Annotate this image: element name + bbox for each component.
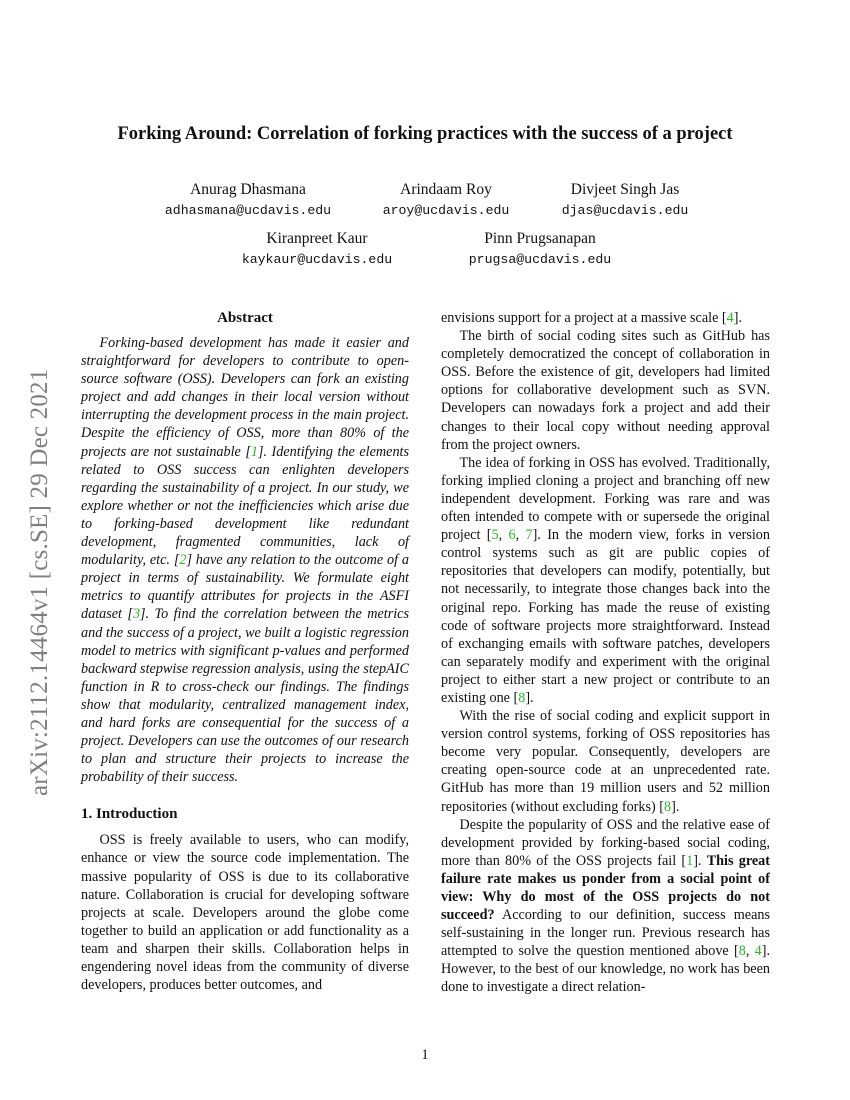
- citation-link[interactable]: 4: [726, 310, 734, 326]
- body-paragraph: [441, 707, 770, 816]
- author-name: Anurag Dhasmana: [190, 181, 306, 198]
- text-fragment: ]. However, to the best of our knowledge, no work has been done to investigate a direct relation-: [441, 943, 771, 996]
- abstract-heading: Abstract: [217, 310, 273, 326]
- citation-link[interactable]: 7: [525, 527, 533, 544]
- author-email[interactable]: adhasmana@ucdavis.edu: [164, 203, 332, 218]
- text-fragment: Despite the popularity of OSS and the relative ease of development provided by forking-based social coding, more than 80% of the OSS projects fail [: [441, 816, 770, 869]
- author-block: [440, 229, 640, 268]
- citation-link[interactable]: 1: [250, 443, 258, 460]
- citation-link[interactable]: 5: [491, 527, 499, 544]
- text-fragment: ].: [671, 798, 680, 815]
- text-fragment: The idea of forking in OSS has evolved. Traditionally, forking implied cloning a project and branching off new independent development. Forking was rare and was often intended to compete with or supersede the original project [: [441, 454, 770, 544]
- abstract-fragment: Forking-based development has made it easier and straightforward for developers to contribute to open-source software (OSS). Developers can fork an existing project and add changes in their local version without interrupting the development process in the main project. Despite the efficiency of OSS, more than 80% of the projects are not sustainable [: [81, 335, 409, 460]
- author-block: [540, 180, 710, 219]
- abstract-fragment: ]. Identifying the elements related to OSS success can enlighten developers regarding the sustainability of a project. In our study, we explore whether or not the inefficiencies which arise due to forking-based development like redundant development, fragmented communities, lack of modularity, etc. [: [81, 443, 410, 569]
- author-name: Arindaam Roy: [400, 181, 492, 198]
- text-fragment: envisions support for a project at a massive scale [: [441, 310, 727, 326]
- intro-paragraph: OSS is freely available to users, who can modify, enhance or view the source code implementation. The massive popularity of OSS is due to its collaborative nature. Collaboration is crucial for developing software projects at scale. Developers around the globe come together to build an application or add functionality as a team and sharpen their skills. Collaboration helps in engendering novel ideas from the community of diverse developers, produces better outcomes, and: [81, 832, 409, 994]
- left-column: [81, 309, 409, 994]
- abstract-fragment: ]. To find the correlation between the metrics and the success of a project, we built a logistic regression model to metrics with significant p-values and performed backward stepwise regression analysis, using the stepAIC function in R to cross-check our findings. The findings show that modularity, centralized management index, and hard forks are consequential for the success of a project. Developers can use the outcomes of our research to plan and structure their projects to increase the probability of their success.: [81, 606, 410, 786]
- page-number: 1: [421, 1047, 429, 1063]
- right-column: [441, 309, 770, 997]
- author-block: [148, 180, 348, 219]
- citation-link[interactable]: 3: [132, 606, 141, 623]
- text-fragment: ].: [693, 852, 707, 869]
- citation-link[interactable]: 8: [738, 943, 746, 960]
- body-paragraph: The birth of social coding sites such as GitHub has completely democratized the concept of collaboration in OSS. Before the existence of git, developers had limited options for collaborative development such as SVN. Developers can nowadays fork a project and add their changes to their local copy without needing approval from the project owners.: [441, 328, 770, 453]
- text-fragment: According to our definition, success means self-sustaining in the longer run. Previous research has attempted to solve the question mentioned above [: [441, 907, 770, 960]
- author-email[interactable]: djas@ucdavis.edu: [561, 203, 689, 218]
- citation-link[interactable]: 4: [754, 943, 762, 960]
- text-fragment: With the rise of social coding and explicit support in version control systems, forking of OSS repositories has become very popular. Consequently, developers are creating open-source code at an unprecedented rate. GitHub has more than 19 million users and 52 million repositories (without excluding forks) [: [441, 708, 770, 815]
- author-block: [222, 229, 412, 268]
- citation-link[interactable]: 8: [518, 689, 526, 706]
- arxiv-identifier-stamp: arXiv:2112.14464v1 [cs.SE] 29 Dec 2021: [26, 368, 53, 796]
- author-block: [366, 180, 526, 219]
- author-name: Divjeet Singh Jas: [570, 181, 680, 198]
- body-paragraph: The idea of forking in OSS has evolved. Traditionally, forking implied cloning a project and branching off new independent development. Forking was rare and was often intended to compete with or supersede the original project [5, 6, 7]. In the modern view, forks in version control systems such as git are public copies of repositories that developers can modify, potentially, but not necessarily, to integrate those changes back into the original repo. Forking has made the reuse of existing code of software projects more straightforward. Instead of exchanging emails with software patches, developers can separately modify and experiment with the original project to either start a new project or contribute to an existing one [8].: [441, 454, 770, 706]
- citation-link[interactable]: 6: [508, 527, 516, 544]
- citation-link[interactable]: 8: [664, 798, 672, 815]
- abstract-text: [81, 334, 409, 786]
- author-email[interactable]: kaykaur@ucdavis.edu: [241, 252, 393, 267]
- paper-title: Forking Around: Correlation of forking practices with the success of a project: [117, 124, 733, 144]
- body-paragraph: Despite the popularity of OSS and the relative ease of development provided by forking-based social coding, more than 80% of the OSS projects fail [1]. This great failure rate makes us ponder from a social point of view: Why do most of the OSS projects do not succeed? According to our definition, success means self-sustaining in the longer run. Previous research has attempted to solve the question mentioned above [8, 4]. However, to the best of our knowledge, no work has been done to investigate a direct relation-: [441, 816, 771, 996]
- author-name: Pinn Prugsanapan: [484, 230, 596, 247]
- research-question: This great failure rate makes us ponder from a social point of view: Why do most of the OSS projects do not succeed?: [441, 852, 770, 924]
- text-fragment: ].: [733, 310, 743, 326]
- citation-link[interactable]: 2: [179, 552, 187, 569]
- author-email[interactable]: aroy@ucdavis.edu: [382, 203, 510, 218]
- author-name: Kiranpreet Kaur: [266, 230, 368, 247]
- section-heading-introduction: 1. Introduction: [81, 806, 178, 823]
- abstract-fragment: ] have any relation to the outcome of a project in terms of sustainability. We formulate eight metrics to quantify attributes for projects in the ASFI dataset [: [81, 552, 409, 623]
- body-paragraph: [441, 309, 770, 327]
- text-fragment: ].: [525, 689, 534, 706]
- author-email[interactable]: prugsa@ucdavis.edu: [468, 252, 612, 267]
- text-fragment: ]. In the modern view, forks in version control systems such as git are public copies of repositories that developers can modify, potentially, but not necessarily, to integrate those changes back into the original repo. Forking has made the reuse of existing code of software projects more straightforward. Instead of exchanging emails with software patches, developers can separately modify and experiment with the original project to either start a new project or contribute to an existing one [: [441, 527, 770, 706]
- citation-link[interactable]: 1: [686, 852, 694, 869]
